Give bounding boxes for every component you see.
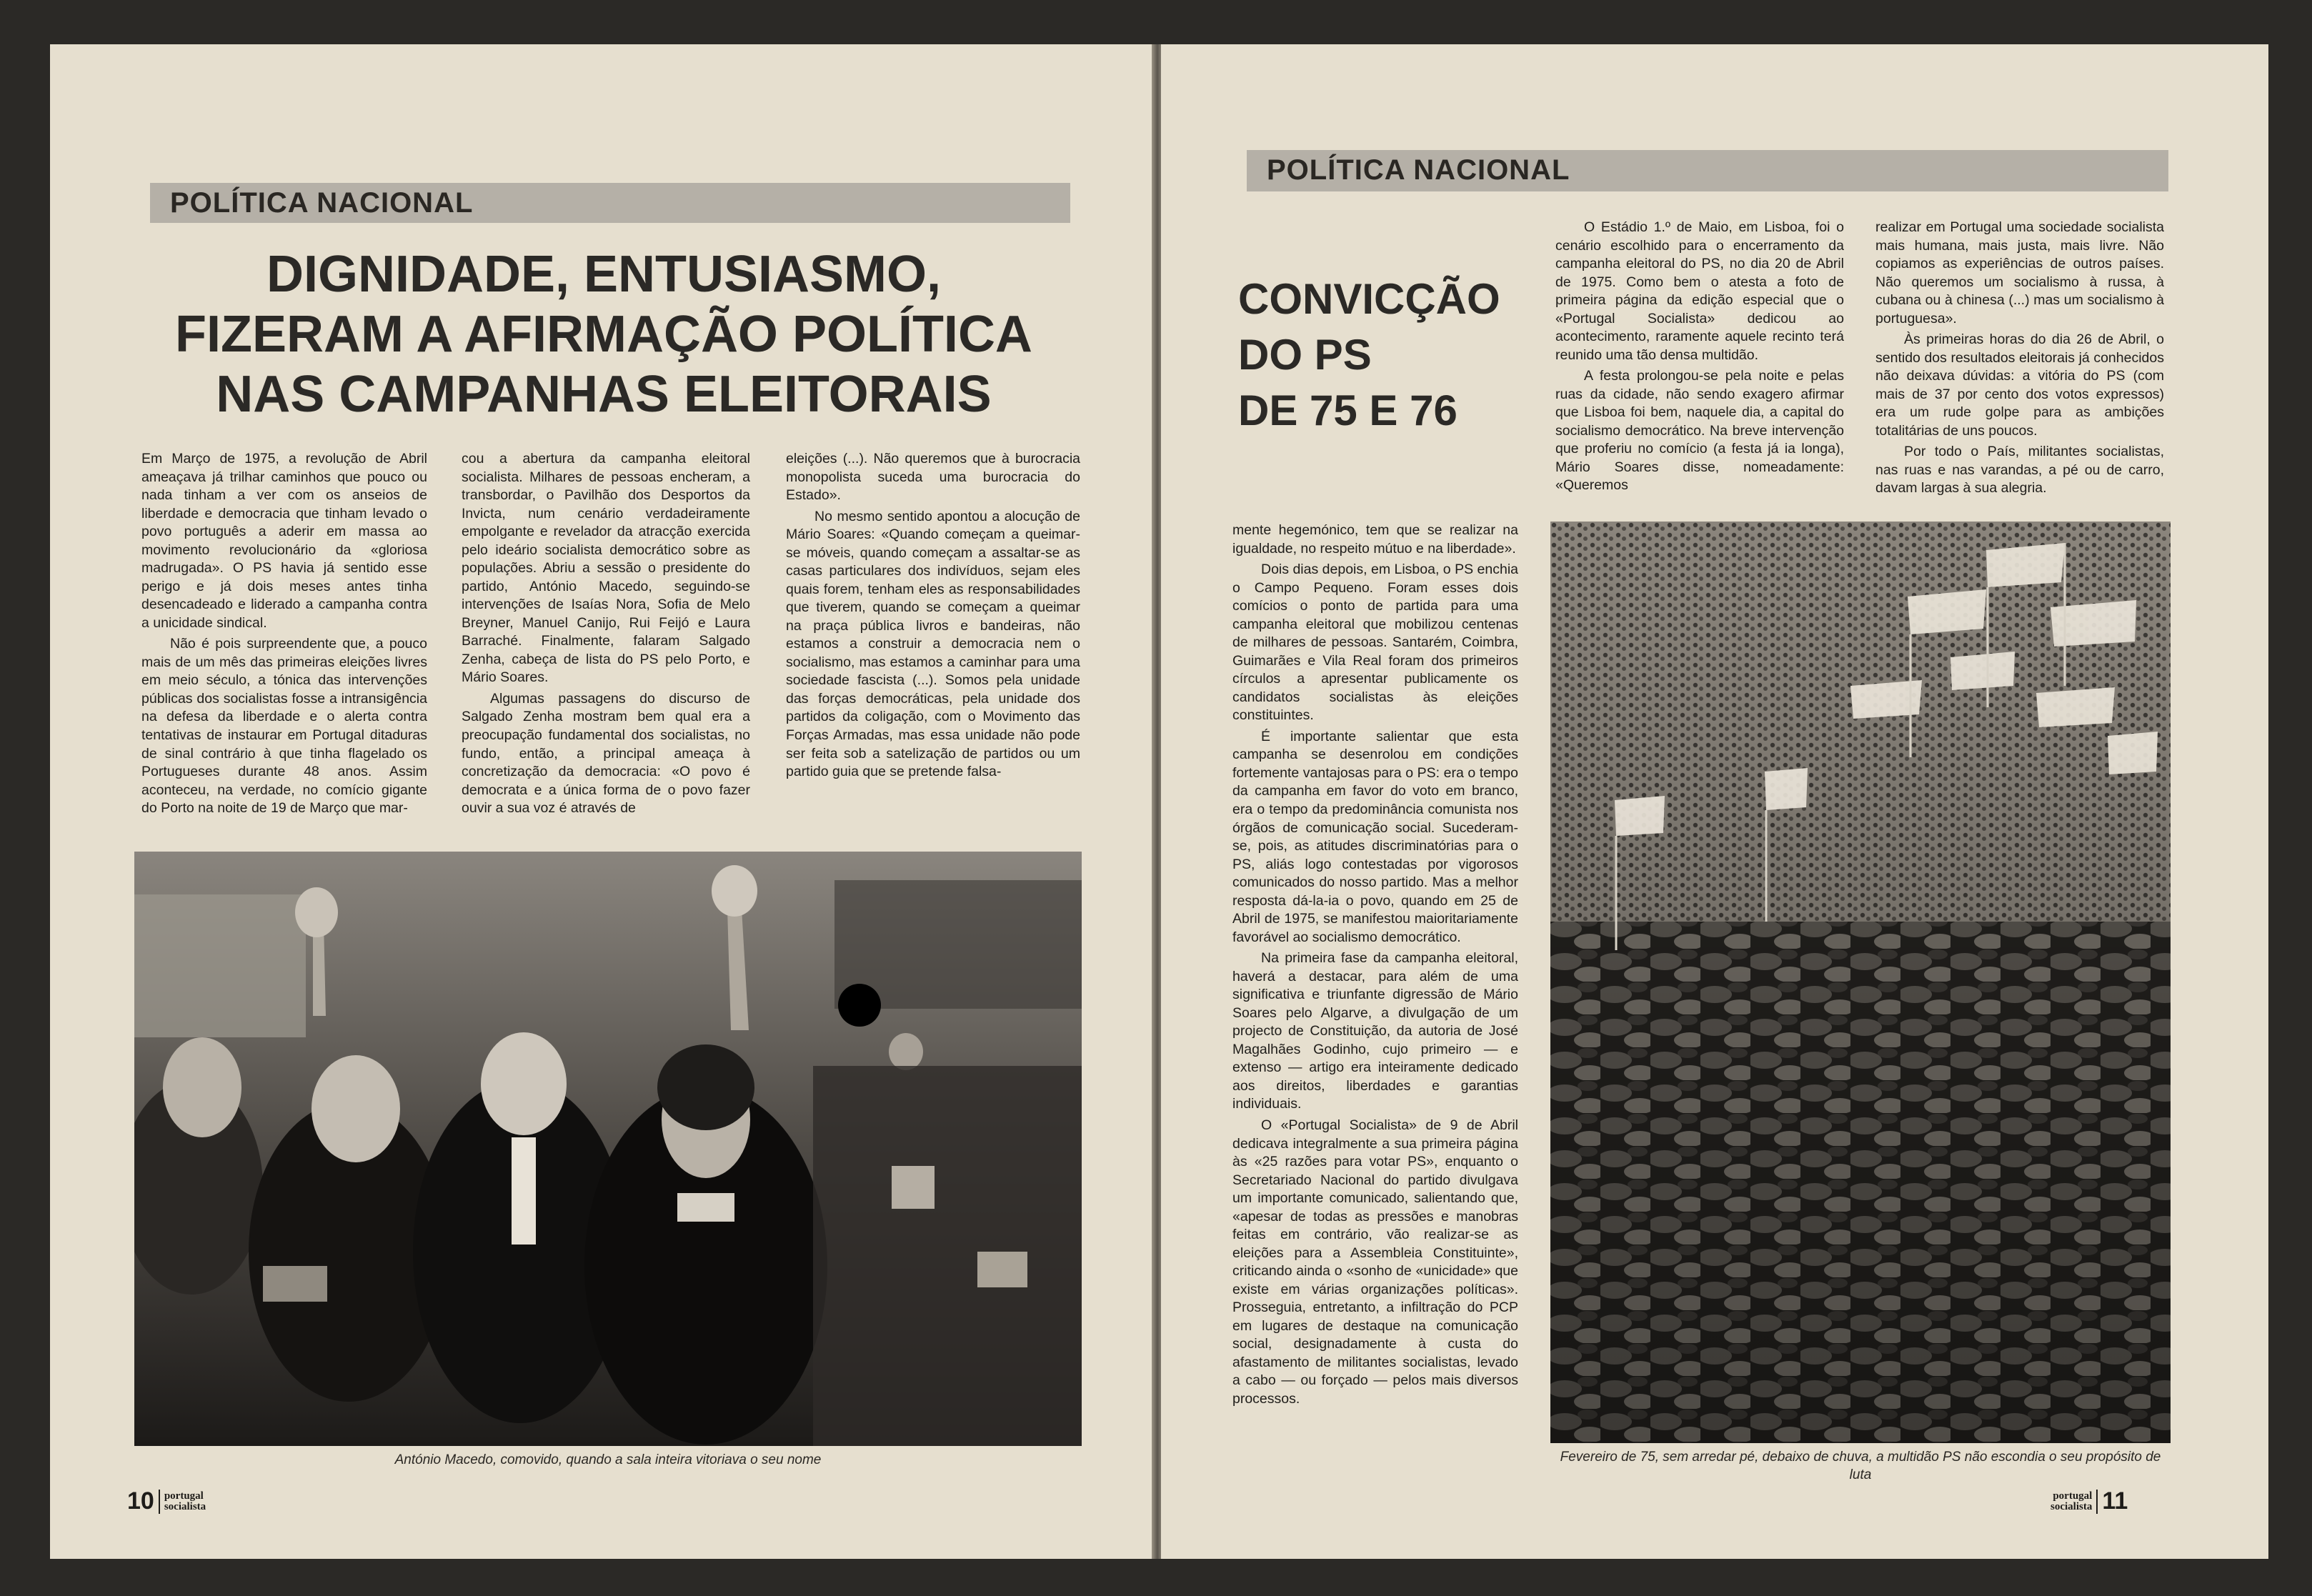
headline-line: CONVICÇÃO — [1238, 275, 1500, 323]
left-page — [50, 44, 1154, 1559]
article-column — [786, 450, 1080, 782]
right-page — [1161, 44, 2268, 1559]
paragraph: Por todo o País, militantes socialistas, nas ruas e nas varandas, a pé ou de carro, davam largas à sua alegria. — [1875, 444, 2164, 497]
article-column — [1875, 219, 2164, 498]
paragraph: Em Março de 1975, a revolução de Abril ameaçava já trilhar caminhos que pouco ou nada tinham a ver com os anseios de liberdade e democracia que tinham levado o povo português a aderir em massa ao movimento revolucionário da «gloriosa madrugada». O PS havia já sentido esse perigo e já dois meses antes tinha desencadeado e liderado a campanha contra a unicidade sindical. — [141, 451, 427, 631]
headline — [1238, 271, 1545, 439]
page-number: 10 — [127, 1487, 154, 1515]
page-footer — [2051, 1487, 2128, 1515]
paragraph: mente hegemónico, tem que se realizar na igualdade, no respeito mútuo e na liberdade». — [1232, 522, 1518, 557]
headline-line: DE 75 E 76 — [1238, 386, 1458, 434]
photo-caption: Fevereiro de 75, sem arredar pé, debaixo de chuva, a multidão PS não escondia o seu propósito de luta — [1560, 1450, 2161, 1482]
page-footer — [127, 1487, 206, 1515]
headline-line: NAS CAMPANHAS ELEITORAIS — [216, 366, 992, 424]
paragraph: Não é pois surpreendente que, a pouco mais de um mês das primeiras eleições livres em meio século, a tónica das intervenções públicas dos socialistas fosse a intransigência na defesa da liberdade e o alerta contra tentativas de instaurar em Portugal ditaduras de sinal contrário à que tinha flagelado os Portugueses durante 48 anos. Assim aconteceu, na verdade, no comício gigante do Porto na noite de 19 de Março que mar- — [141, 636, 427, 817]
headline-line: DIGNIDADE, ENTUSIASMO, — [266, 246, 942, 303]
paragraph: Algumas passagens do discurso de Salgado Zenha mostram bem qual era a preocupação fundamental dos socialistas, no fundo, então, a principal ameaça à concretização da democracia: «O povo é democrata e a única forma de o povo fazer ouvir a sua voz é através de — [462, 690, 750, 817]
headline-line: DO PS — [1238, 331, 1372, 379]
rally-photo — [134, 852, 1082, 1446]
footer-rule — [159, 1490, 160, 1514]
paragraph: É importante salientar que esta campanha se desenrolou em condições fortemente vantajosas para o PS: era o tempo da campanha em favor do voto em branco, era o tempo da predominância comunista nos órgãos de comunicação social. Sucederam-se, pois, as atitudes discriminatórias para o PS, aliás logo contestadas por vigorosos comunicados do nosso partido. Mas a melhor resposta dá-la-ia o povo, quando em 25 de Abril de 1975, se manifestou maioritariamente favorável ao socialismo democrático. — [1232, 728, 1518, 945]
paragraph: No mesmo sentido apontou a alocução de Mário Soares: «Quando começam a queimar-se móveis, quando começam a assaltar-se as casas particulares dos indivíduos, sejam eles quais forem, tenham eles as responsabilidades que tiverem, quando se começam a queimar na praça pública livros e bandeiras, não estamos a construir a democracia nem o socialismo, mas estamos a caminhar para uma sociedade fascista (...). Somos pela unidade das forças democráticas, pela unidade dos partidos da coligação, com o Movimento das Forças Armadas, mas essa unidade não pode ser feita sob a satelização de partidos ou um partido guia que se pretende falsa- — [786, 508, 1080, 780]
paragraph: cou a abertura da campanha eleitoral socialista. Milhares de pessoas encheram, a transbordar, o Pavilhão dos Desportos da Invicta, num cenário verdadeiramente empolgante e revelador da atracção exercida pelo ideário socialista democrático sobre as populações. Abriu a sessão o presidente do partido, António Macedo, seguindo-se intervenções de Isaías Nora, Sofia de Melo Breyner, Manuel Canijo, Rui Feijó e Laura Barraché. Finalmente, falaram Salgado Zenha, cabeça de lista do PS pelo Porto, e Mário Soares. — [462, 451, 750, 686]
article-column — [462, 450, 750, 818]
section-title: POLÍTICA NACIONAL — [1267, 154, 1570, 186]
paragraph: Na primeira fase da campanha eleitoral, haverá a destacar, para além de uma significativa e triunfante digressão de Mário Soares pelo Algarve, a divulgação de um projecto de Constituição, da autoria de José Magalhães Godinho, cujo primeiro — e extenso — artigo era inteiramente dedicado aos direitos, liberdades e garantias individuais. — [1232, 950, 1518, 1112]
photo-caption: António Macedo, comovido, quando a sala inteira vitoriava o seu nome — [394, 1452, 822, 1467]
masthead-logo — [2051, 1491, 2092, 1512]
masthead-word: portugal — [2053, 1490, 2093, 1502]
paragraph: Às primeiras horas do dia 26 de Abril, o sentido dos resultados eleitorais já conhecidos não deixava dúvidas: a vitória do PS (com mais de 37 por cento dos votos expressos) era um rude golpe para as ambições totalitárias de uns poucos. — [1875, 331, 2164, 439]
masthead-word: socialista — [164, 1500, 206, 1512]
paragraph: A festa prolongou-se pela noite e pelas ruas da cidade, não sendo exagero afirmar que Lisboa foi bem, naquele dia, a capital do socialismo democrático. Na breve intervenção que proferiu no comício (a festa já ia longa), Mário Soares disse, nomeadamente: «Queremos — [1555, 368, 1844, 494]
headline-line: FIZERAM A AFIRMAÇÃO POLÍTICA — [175, 306, 1032, 364]
crowd-photo — [1550, 522, 2171, 1443]
section-header — [150, 183, 1070, 223]
footer-rule — [2096, 1490, 2098, 1514]
article-column — [1232, 522, 1518, 1409]
article-column — [1555, 219, 1844, 495]
page-number: 11 — [2102, 1487, 2128, 1515]
masthead-word: socialista — [2051, 1500, 2093, 1512]
section-title: POLÍTICA NACIONAL — [170, 187, 474, 219]
paragraph: realizar em Portugal uma sociedade socialista mais humana, mais justa, mais livre. Não copiamos as experiências de outros países. Não queremos um socialismo à russa, à cubana ou à chinesa (...) mas um socialismo à portuguesa». — [1875, 219, 2164, 326]
paragraph: Dois dias depois, em Lisboa, o PS enchia o Campo Pequeno. Foram esses dois comícios o ponto de partida para uma campanha eleitoral que mobilizou centenas de milhares de pessoas. Santarém, Coimbra, Guimarães e Vila Real foram dos primeiros círculos a apresentar publicamente os candidatos socialistas às eleições constituintes. — [1232, 562, 1518, 724]
paragraph: eleições (...). Não queremos que à burocracia monopolista suceda uma burocracia do Estado». — [786, 451, 1080, 504]
masthead-word: portugal — [164, 1490, 204, 1502]
headline — [121, 244, 1086, 425]
paragraph: O «Portugal Socialista» de 9 de Abril dedicava integralmente a sua primeira página às «25 razões para votar PS», enquanto o Secretariado Nacional do partido divulgava um importante comunicado, salientando que, «apesar de todas as pressões e manobras feitas em contrário, vão realizar-se as eleições para a Assembleia Constituinte», criticando ainda o «sonho de «unicidade» que existe em várias organizações políticas». Prosseguia, entretanto, a infiltração do PCP em lugares de destaque na comunicação social, designadamente à custa do afastamento de militantes socialistas, levado a cabo — ou forçado — pelos mais diversos processos. — [1232, 1117, 1518, 1407]
masthead-logo — [164, 1491, 206, 1512]
section-header — [1247, 150, 2168, 191]
paragraph: O Estádio 1.º de Maio, em Lisboa, foi o cenário escolhido para o encerramento da campanha eleitoral do PS, no dia 20 de Abril de 1975. Como bem o atesta a foto de primeira página da edição especial que o «Portugal Socialista» dedicou ao acontecimento, raramente aquele recinto terá reunido uma tão densa multidão. — [1555, 219, 1844, 363]
article-column — [141, 450, 427, 818]
